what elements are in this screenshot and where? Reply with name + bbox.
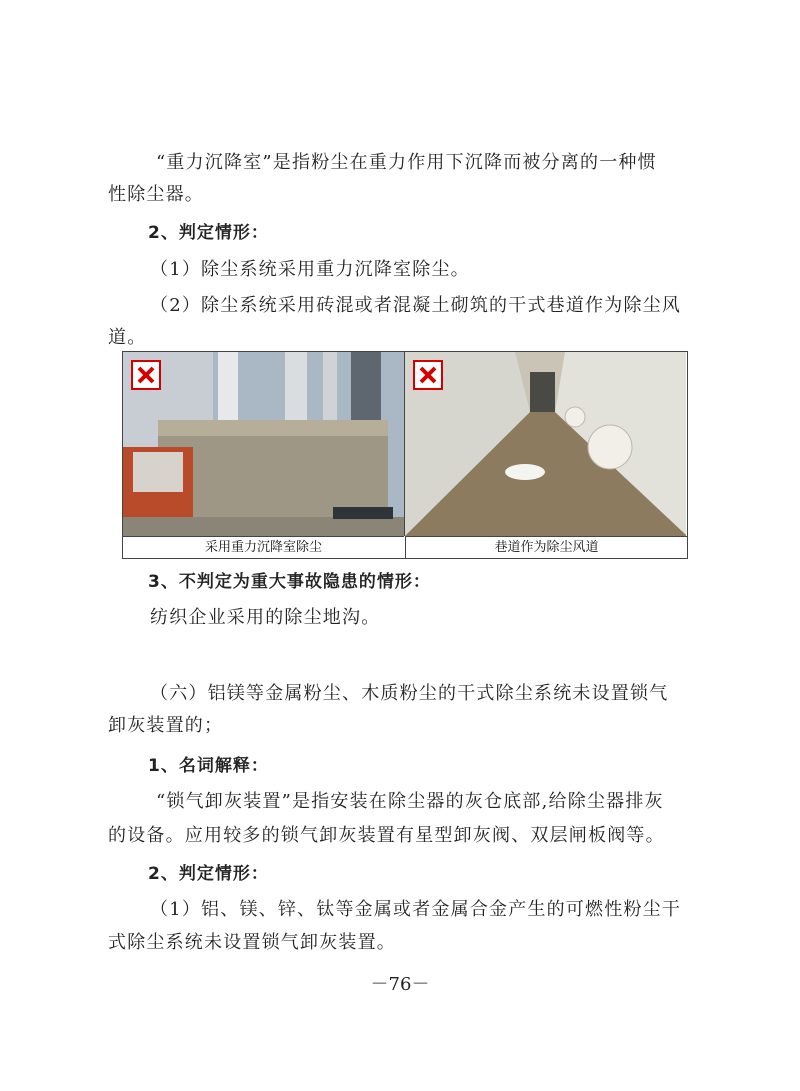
section-heading: 2、判定情形： [148,223,269,243]
photo-tunnel-duct [405,352,686,536]
photo-settling-chamber [123,352,405,536]
page-number: －76－ [370,974,430,995]
paragraph-line: 纺织企业采用的除尘地沟。 [150,607,381,628]
paragraph-line: （1）除尘系统采用重力沉降室除尘。 [150,259,470,280]
section-heading: 3、不判定为重大事故隐患的情形： [148,572,431,592]
paragraph-line: 式除尘系统未设置锁气卸灰装置。 [108,932,396,953]
paragraph-line: （1）铝、镁、锌、钛等金属或者金属合金产生的可燃性粉尘干 [150,899,682,920]
section-heading: 1、名词解释： [148,756,269,776]
photo-caption-right: 巷道作为除尘风道 [405,536,687,559]
red-x-icon [131,360,161,390]
section-heading: 2、判定情形： [148,864,269,884]
paragraph-line: “重力沉降室”是指粉尘在重力作用下沉降而被分离的一种惯 [156,152,657,173]
paragraph-line: （六）铝镁等金属粉尘、木质粉尘的干式除尘系统未设置锁气 [150,683,669,704]
photo-caption-left: 采用重力沉降室除尘 [123,536,404,559]
paragraph-line: “锁气卸灰装置”是指安装在除尘器的灰仓底部,给除尘器排灰 [156,791,664,812]
paragraph-line: 性除尘器。 [108,184,204,205]
photo-figure [122,351,688,559]
paragraph-line: 卸灰装置的； [108,715,224,736]
paragraph-line: 道。 [108,327,147,348]
red-x-icon [413,360,443,390]
paragraph-line: 的设备。应用较多的锁气卸灰装置有星型卸灰阀、双层闸板阀等。 [108,825,665,846]
paragraph-line: （2）除尘系统采用砖混或者混凝土砌筑的干式巷道作为除尘风 [150,295,682,316]
